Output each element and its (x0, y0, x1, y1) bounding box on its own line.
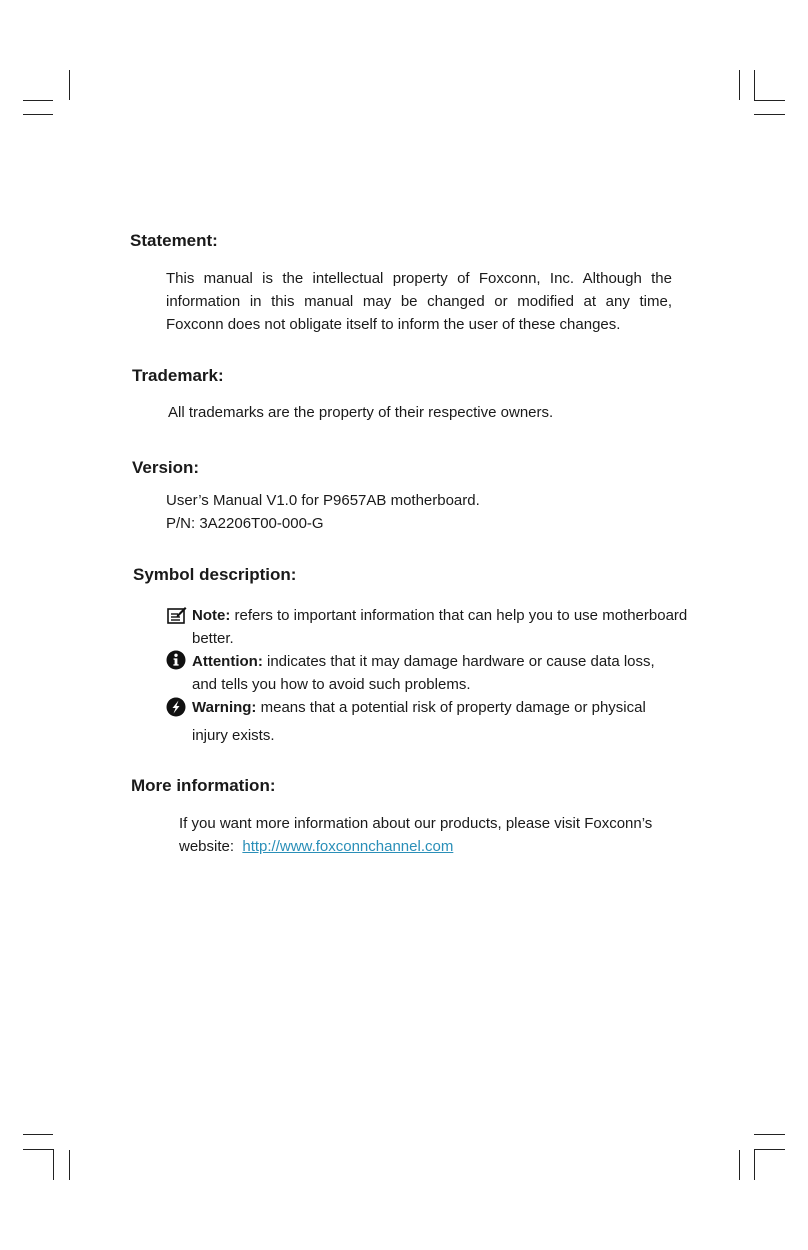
statement-line: Foxconn does not obligate itself to inform the user of these changes. (166, 316, 621, 333)
attention-label: Attention: (192, 653, 263, 670)
version-paragraph (166, 489, 480, 535)
statement-line: This manual is the intellectual property of Foxconn, Inc. Although the (166, 270, 672, 287)
website-link[interactable]: http://www.foxconnchannel.com (242, 838, 454, 855)
part-number-line: P/N: 3A2206T00-000-G (166, 515, 324, 532)
note-label: Note: (192, 607, 231, 624)
version-line: User’s Manual V1.0 for P9657AB motherboard. (166, 492, 480, 509)
website-label: website: (179, 838, 235, 855)
more-information-paragraph (179, 812, 652, 858)
website-line (179, 835, 652, 858)
note-icon (167, 605, 187, 625)
statement-line: information in this manual may be changed or modified at any time, (166, 293, 672, 310)
statement-paragraph (166, 267, 672, 336)
attention-text: indicates that it may damage hardware or cause data loss, (262, 653, 655, 670)
info-icon (166, 650, 186, 670)
attention-row (192, 650, 655, 673)
warning-row (192, 696, 646, 719)
trademark-text: All trademarks are the property of their respective owners. (168, 404, 554, 421)
more-information-heading: More information: (131, 776, 276, 795)
warning-continuation: injury exists. (192, 727, 275, 744)
warning-icon (166, 697, 186, 717)
note-row (192, 604, 687, 627)
trademark-heading: Trademark: (132, 366, 224, 385)
statement-heading: Statement: (130, 231, 218, 250)
symbol-description-heading: Symbol description: (133, 565, 297, 584)
version-heading: Version: (132, 458, 200, 477)
attention-continuation: and tells you how to avoid such problems. (192, 676, 471, 693)
warning-label: Warning: (192, 699, 257, 716)
more-information-line: If you want more information about our products, please visit Foxconn’s (179, 815, 653, 832)
warning-text: means that a potential risk of property damage or physical (256, 699, 646, 716)
note-text: refers to important information that can help you to use motherboard (230, 607, 688, 624)
trademark-paragraph (168, 401, 553, 424)
note-continuation: better. (192, 630, 234, 647)
